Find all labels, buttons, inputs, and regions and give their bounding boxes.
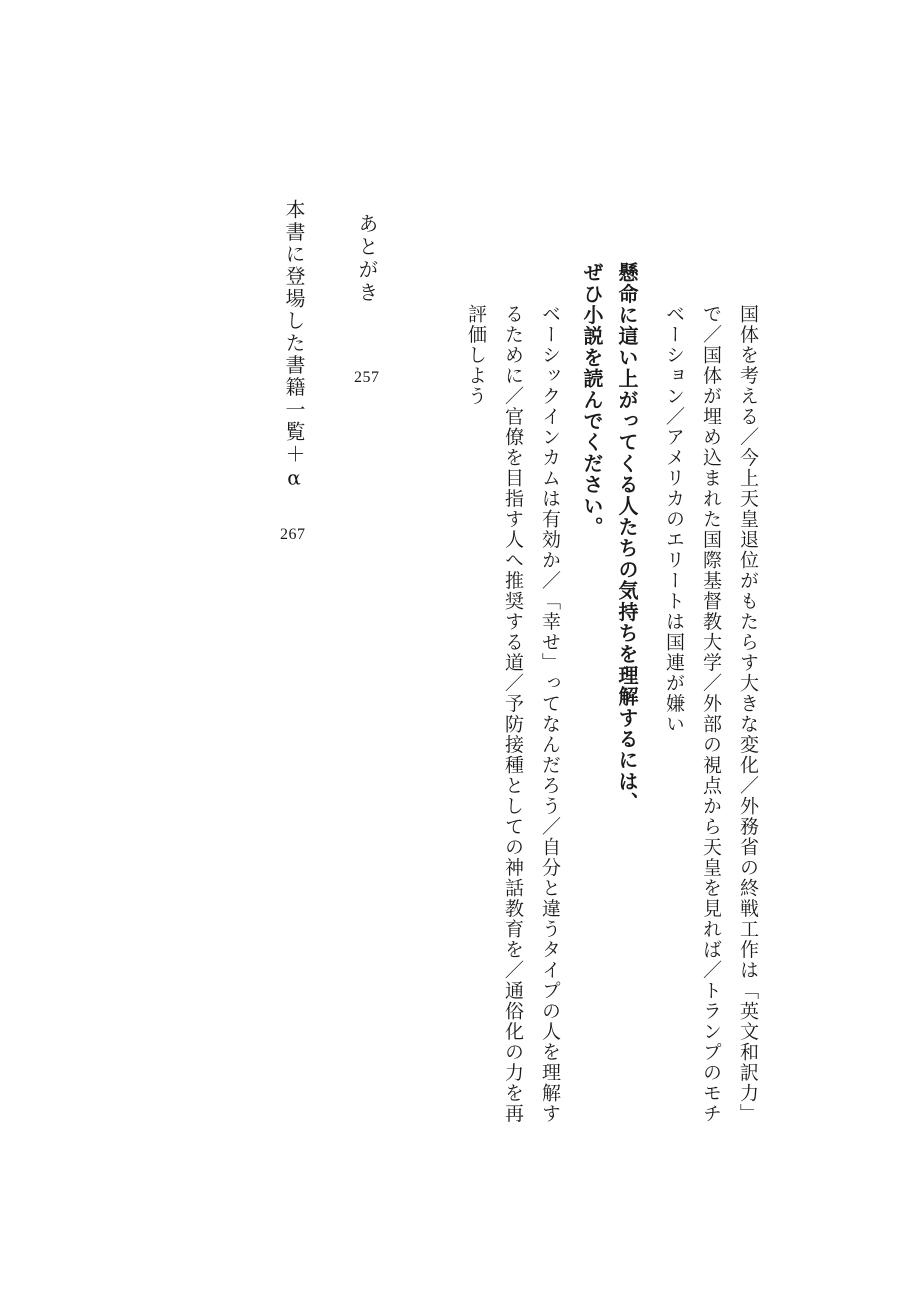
chapter-heading-line-1: 懸命に這い上がってくる人たちの気持ちを理解するには、 bbox=[615, 262, 639, 814]
afterword-page-number: 257 bbox=[354, 369, 380, 386]
contents-line-2: で／国体が埋め込まれた国際基督教大学／外部の視点から天皇を見れば／トランプのモチ bbox=[700, 304, 722, 1124]
booklist-page-number: 267 bbox=[280, 526, 306, 543]
contents2-line-1: ベーシックインカムは有効か／「幸せ」ってなんだろう／自分と違うタイプの人を理解す bbox=[539, 304, 561, 1124]
contents2-line-2: るために／官僚を目指す人へ推奨する道／予防接種としての神話教育を／通俗化の力を再 bbox=[502, 304, 524, 1124]
chapter-heading-line-2: ぜひ小説を読んでください。 bbox=[580, 262, 604, 538]
contents-line-3: ベーション／アメリカのエリートは国連が嫌い bbox=[663, 304, 685, 735]
booklist-title: 本書に登場した書籍一覧＋α bbox=[282, 199, 306, 492]
afterword-title: あとがき bbox=[355, 213, 379, 305]
contents-line-1: 国体を考える／今上天皇退位がもたらす大きな変化／外務省の終戦工作は「英文和訳力」 bbox=[737, 304, 759, 1124]
contents2-line-3: 評価しよう bbox=[465, 304, 487, 407]
